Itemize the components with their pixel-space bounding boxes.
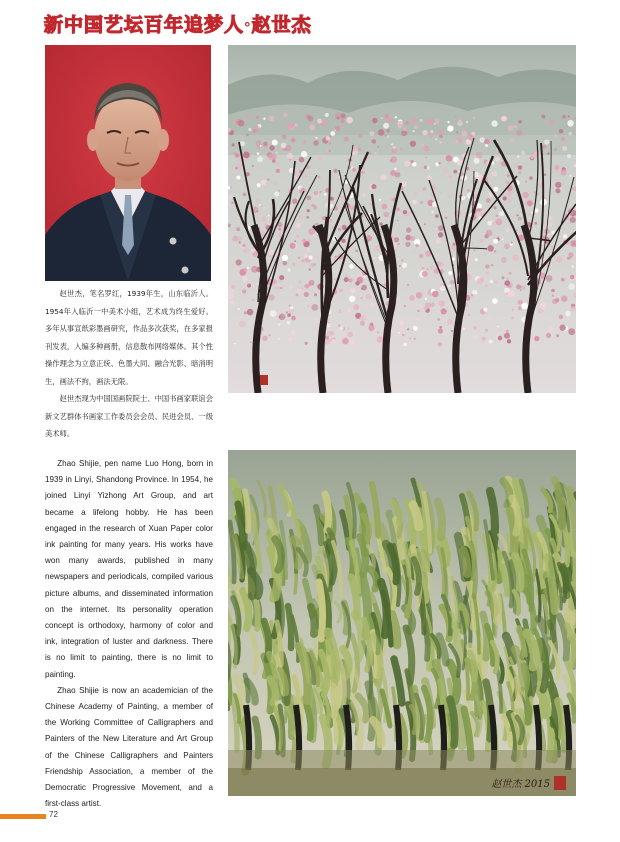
artist-seal-stamp bbox=[554, 776, 566, 790]
painting-plum-blossom-trees bbox=[228, 45, 576, 393]
biography-chinese bbox=[45, 285, 213, 443]
painting-inscription-signature: 赵世杰 2015 bbox=[491, 779, 550, 790]
biography-english bbox=[45, 456, 213, 812]
page-title: 新中国艺坛百年追梦人·赵世杰 bbox=[44, 14, 312, 36]
bio-cn-paragraph: 赵世杰现为中国国画院院士、中国书画家联谊会新文艺群体书画家工作委员会会员、民进会员、一级美术师。 bbox=[45, 394, 213, 438]
bio-en-paragraph: Zhao Shijie is now an academician of the Chinese Academy of Painting, a member of the Working Committee of Calligraphers and Painters of the New Literature and Art Group of the Chinese Calligraphers and Painters Friendship Association, a member of the Democratic Progressive Movement, and a first-class artist. bbox=[45, 685, 213, 809]
bio-en-paragraph: Zhao Shijie, pen name Luo Hong, born in 1939 in Linyi, Shandong Province. In 1954, he joined Linyi Yizhong Art Group, and art became a lifelong hobby. He has been engaged in the research of Xuan Paper color ink painting for many years. His works have won many awards, published in many newspapers and periodicals, compiled various picture albums, and disseminated information on the internet. Its personality operation concept is orthodoxy, harmony of color and ink, integration of luster and darkness. There is no limit to painting, there is no limit to painting. bbox=[45, 459, 213, 679]
bio-cn-paragraph: 赵世杰，笔名罗红，1939年生，山东临沂人。1954年入临沂一中美术小组，艺术成为终生爱好。多年从事宣纸彩墨画研究，作品多次获奖，在多家报刊发表，入编多种画册，信息散布网络媒体。其个性操作理念为立意正统、色墨大同、融合光影、暗消明生，画法不拘，画法无限。 bbox=[45, 289, 213, 386]
painting-willow-trees bbox=[228, 450, 576, 796]
artist-portrait-photo bbox=[45, 45, 211, 281]
footer-accent-bar bbox=[0, 814, 46, 819]
page-number: 72 bbox=[49, 810, 58, 819]
